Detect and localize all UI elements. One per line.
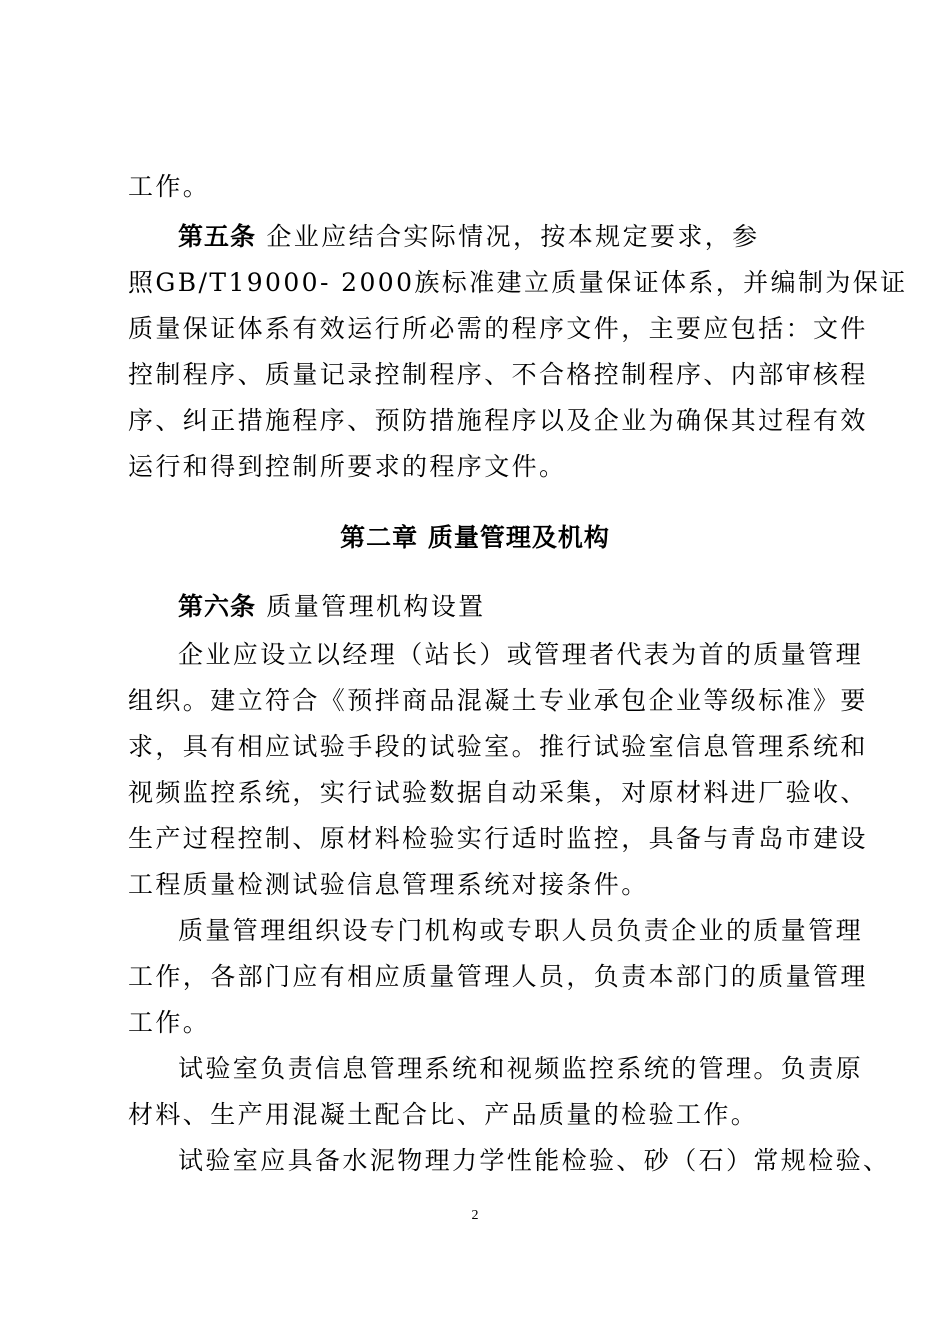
text-line: 试验室负责信息管理系统和视频监控系统的管理。负责原 (178, 1054, 864, 1083)
text-line: 企业应结合实际情况，按本规定要求，参 (266, 222, 760, 251)
article-5-first-line (178, 222, 878, 252)
text-line: 控制程序、质量记录控制程序、不合格控制程序、内部审核程 (128, 360, 868, 389)
text-line: 质量管理组织设专门机构或专职人员负责企业的质量管理 (178, 916, 864, 945)
page-number: 2 (471, 1208, 479, 1223)
article-6-title: 质量管理机构设置 (266, 592, 486, 621)
text-line: 工程质量检测试验信息管理系统对接条件。 (128, 870, 649, 899)
text-line: 视频监控系统，实行试验数据自动采集，对原材料进厂验收、 (128, 778, 868, 807)
text-line: 生产过程控制、原材料检验实行适时监控，具备与青岛市建设 (128, 824, 868, 853)
article-5-heading: 第五条 (178, 222, 257, 251)
text-line: 试验室应具备水泥物理力学性能检验、砂（石）常规检验、 (178, 1146, 891, 1175)
text-line: 工作。 (128, 172, 211, 201)
article-6-heading: 第六条 (178, 592, 257, 621)
text-line: 材料、生产用混凝土配合比、产品质量的检验工作。 (128, 1100, 759, 1129)
text-line: 序、纠正措施程序、预防措施程序以及企业为确保其过程有效 (128, 406, 868, 435)
text-line: 工作。 (128, 1008, 211, 1037)
chapter-title: 第二章 质量管理及机构 (340, 523, 610, 552)
text-line: 工作，各部门应有相应质量管理人员，负责本部门的质量管理 (128, 962, 868, 991)
text-line: 组织。建立符合《预拌商品混凝土专业承包企业等级标准》要 (128, 686, 868, 715)
text-line: 照GB/T19000- 2000族标准建立质量保证体系，并编制为保证 (128, 268, 908, 297)
text-line: 求，具有相应试验手段的试验室。推行试验室信息管理系统和 (128, 732, 868, 761)
text-line: 企业应设立以经理（站长）或管理者代表为首的质量管理 (178, 640, 864, 669)
text-line: 质量保证体系有效运行所必需的程序文件，主要应包括：文件 (128, 314, 868, 343)
text-line: 运行和得到控制所要求的程序文件。 (128, 452, 567, 481)
article-6-first-line (178, 592, 878, 622)
